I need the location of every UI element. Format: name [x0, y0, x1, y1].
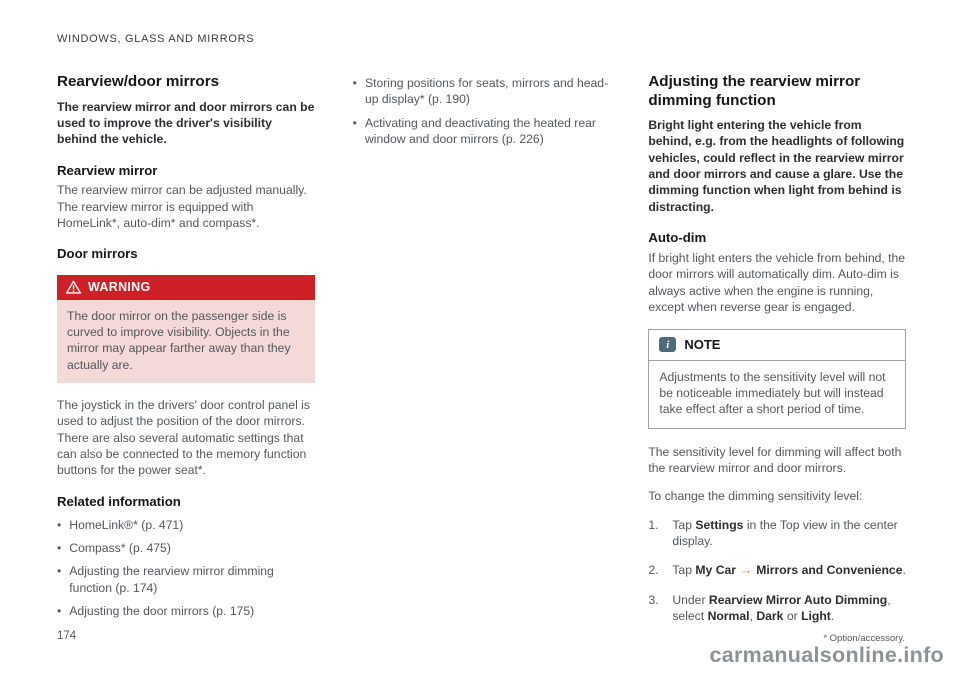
article-title-dimming: Adjusting the rearview mirror dimming function: [648, 73, 861, 109]
page-number: 174: [57, 630, 77, 642]
instruction-steps: [648, 517, 906, 625]
step-text: [672, 517, 906, 550]
list-item: [57, 517, 315, 533]
list-item: [353, 75, 611, 108]
rearview-mirror-heading: Rearview mirror: [57, 162, 158, 178]
menu-label-mirrors-convenience: Mirrors and Convenience: [756, 563, 903, 578]
menu-label-my-car: My Car: [695, 563, 737, 578]
step-text-part: , select: [672, 592, 891, 624]
right-column: [648, 73, 906, 637]
related-information-heading: Related information: [57, 493, 181, 509]
step-text-part: .: [902, 563, 906, 578]
note-label: NOTE: [684, 337, 721, 353]
menu-label-settings: Settings: [695, 517, 744, 532]
step-text-part: .: [830, 609, 835, 624]
bullet-icon: •: [57, 603, 62, 618]
option-label-light: Light: [801, 609, 831, 624]
arrow-right-icon: →: [740, 563, 753, 578]
section-header: WINDOWS, GLASS AND MIRRORS: [57, 33, 255, 45]
step-item: [648, 517, 906, 550]
watermark: carmanualsonline.info: [709, 643, 944, 667]
step-text-part: in the Top view in the center display.: [672, 517, 898, 549]
info-icon: i: [659, 337, 676, 352]
bullet-icon: •: [352, 115, 357, 130]
list-item: [57, 603, 315, 619]
warning-triangle-icon: [66, 280, 81, 294]
list-item-text: Compass* (p. 475): [69, 540, 171, 555]
option-label-dark: Dark: [756, 609, 784, 624]
step-text-part: ,: [749, 609, 757, 624]
option-label-normal: Normal: [707, 609, 750, 624]
option-accessory-footnote: * Option/accessory.: [823, 633, 905, 644]
list-item: [353, 115, 611, 148]
list-item-text: HomeLink®* (p. 471): [69, 517, 184, 532]
page-columns: [57, 73, 906, 637]
list-item: [57, 540, 315, 556]
step-number: 3.: [648, 592, 659, 607]
list-item-text: Storing positions for seats, mirrors and head-up display* (p. 190): [364, 76, 609, 107]
dimming-lead: Bright light entering the vehicle from behind, e.g. from the headlights of following vehicles, could reflect in the rearview mirror and door mirrors and cause a glare. Use the dimming function when light from behind is distracting.: [648, 118, 905, 214]
bullet-icon: •: [57, 540, 62, 555]
step-text: [672, 592, 906, 625]
note-body-text: Adjustments to the sensitivity level will not be noticeable immediately but will instead take effect after a short period of time.: [659, 369, 886, 417]
step-number: 1.: [648, 517, 659, 532]
auto-dim-body: If bright light enters the vehicle from behind, the door mirrors will automatically dim. Auto-dim is always active when the engine is running, except when reverse gear is engaged.: [648, 250, 906, 314]
rearview-mirror-body: The rearview mirror can be adjusted manually. The rearview mirror is equipped with HomeLink*, auto-dim* and compass*.: [57, 183, 307, 230]
step-text-part: Under: [672, 592, 709, 607]
step-text-part: or: [783, 609, 802, 624]
article-title: Rearview/door mirrors: [57, 73, 220, 90]
step-item: [648, 592, 906, 625]
list-item-text: Activating and deactivating the heated rear window and door mirrors (p. 226): [364, 115, 596, 147]
step-item: [648, 562, 906, 578]
door-mirrors-heading: Door mirrors: [57, 246, 138, 262]
bullet-icon: •: [352, 76, 357, 90]
bullet-icon: •: [57, 564, 62, 579]
warning-label: WARNING: [88, 279, 151, 294]
related-list-continued: [353, 75, 611, 147]
steps-intro: To change the dimming sensitivity level:: [648, 489, 863, 504]
list-item: [57, 563, 315, 596]
step-number: 2.: [648, 563, 659, 578]
menu-label-auto-dimming: Rearview Mirror Auto Dimming: [708, 592, 888, 607]
warning-box: [57, 275, 315, 383]
note-box: [648, 329, 906, 428]
list-item-text: Adjusting the door mirrors (p. 175): [69, 603, 255, 618]
note-header: [649, 330, 905, 360]
left-column: [57, 73, 315, 637]
auto-dim-heading: Auto-dim: [648, 230, 707, 246]
middle-column: [353, 73, 611, 637]
warning-body-text: The door mirror on the passenger side is curved to improve visibility. Objects in the mirror may appear farther away than they actually are.: [57, 300, 315, 383]
step-text-part: Tap: [672, 563, 696, 578]
step-text: [672, 562, 906, 578]
sensitivity-body: The sensitivity level for dimming will affect both the rearview mirror and door mirrors.: [648, 444, 902, 475]
warning-header: [57, 275, 315, 300]
bullet-icon: •: [57, 517, 62, 532]
list-item-text: Adjusting the rearview mirror dimming function (p. 174): [69, 564, 274, 595]
related-list: [57, 517, 315, 620]
joystick-body: The joystick in the drivers' door control panel is used to adjust the position of the door mirrors. There are also several automatic settings that can also be connected to the memory function buttons for the power seat*.: [57, 398, 310, 478]
article-lead: The rearview mirror and door mirrors can be used to improve the driver's visibility behind the vehicle.: [57, 99, 315, 147]
step-text-part: Tap: [672, 517, 696, 532]
